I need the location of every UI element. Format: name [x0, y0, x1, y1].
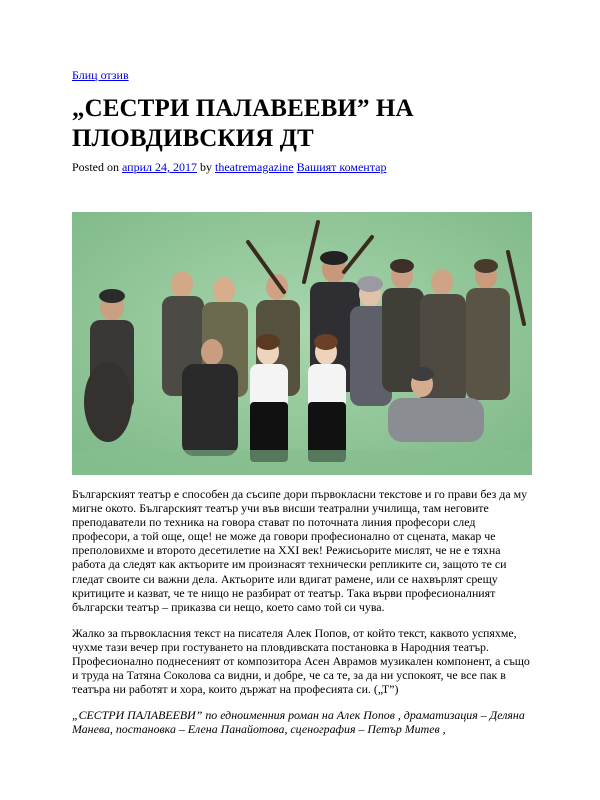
- cast-photo: [72, 212, 532, 475]
- by-label: by: [200, 160, 213, 174]
- category-link[interactable]: Блиц отзив: [72, 68, 129, 82]
- post-meta: [72, 160, 386, 175]
- author-link[interactable]: theatremagazine: [215, 160, 294, 174]
- article-title: „СЕСТРИ ПАЛАВЕЕВИ” НА ПЛОВДИВСКИЯ ДТ: [72, 95, 414, 152]
- post-date-link[interactable]: април 24, 2017: [122, 160, 198, 174]
- credits-paragraph: „СЕСТРИ ПАЛАВЕЕВИ” по едноименния роман на Алек Попов , драматизация – Деляна Манева, постановка – Елена Панайотова, сценография – Петър Митев ,: [72, 708, 525, 737]
- article-body: [72, 487, 532, 749]
- paragraph-2: Жалко за първокласния текст на писателя Алек Попов, от който текст, каквото успяхме, чухме тази вечер при гостуването на пловдивската постановка в Народния театър. Професионално поднесеният от композитора Асен Аврамов музикален компонент, а също и труда на Татяна Соколова са видни, и добре, че са те, за да ни успокоят, че все пак в театъра ни работят и хора, които държат на професията си. („Т”): [72, 625, 530, 697]
- comment-link[interactable]: Вашият коментар: [296, 160, 387, 174]
- paragraph-1: Българският театър е способен да съсипе дори първокласни текстове и го прави без да му мигне окото. Българският театър учи във висши театрални училища, там неговите преподаватели по техника на говора стават по поточната линия професори след професори, а той още, още! не може да говори професионално от сцената, макар че преполовихме и второто десетилетие на ХХІ век! Режисьорите мислят, че не е тяхна работа да следят как актьорите им произнасят технически репликите си, защото те си гледат своите си важни дела. Актьорите или вдигат рамене, или се нахвърлят срещу критиците и казват, че те нищо не разбират от театър. Така върви професионалният български театър – приказва си нещо, което само той си чува.: [72, 487, 528, 614]
- posted-on-label: Posted on: [72, 160, 120, 174]
